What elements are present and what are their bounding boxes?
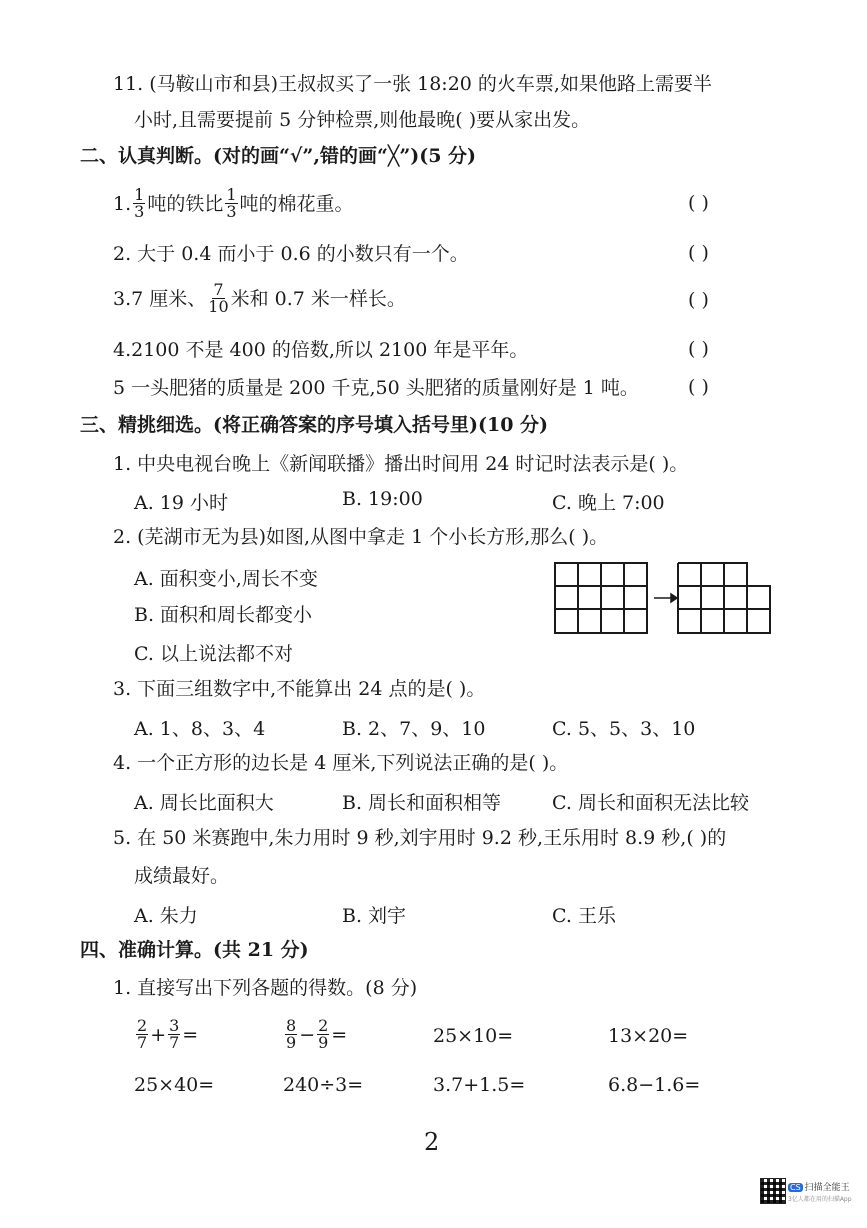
page-number: 2 xyxy=(424,1128,440,1156)
calc-item: $\frac{8}{9}$ − $\frac{2}{9}$ = xyxy=(286,1016,348,1052)
calc-item: 6.8−1.6= xyxy=(608,1074,701,1096)
grid-before xyxy=(555,563,647,633)
calc-item: $\frac{2}{7}$ + $\frac{3}{7}$ = xyxy=(137,1016,199,1052)
section2-title: 二、认真判断。(对的画“√”,错的画“╳”)(5 分) xyxy=(80,145,477,167)
s3-q3-option-c: C. 5、5、3、10 xyxy=(552,718,696,740)
calc-item: 13×20= xyxy=(608,1025,689,1047)
s3-q5-line2: 成绩最好。 xyxy=(134,865,230,887)
q11-line1: 11. (马鞍山市和县)王叔叔买了一张 18:20 的火车票,如果他路上需要半 xyxy=(113,73,712,95)
s2-item1-mid: 吨的铁比 xyxy=(147,192,224,215)
fraction: $\frac{3}{7}$ xyxy=(169,1016,180,1052)
calc-item: 25×40= xyxy=(134,1074,215,1096)
answer-paren[interactable]: ( ) xyxy=(688,242,709,264)
s3-q4-option-b: B. 周长和面积相等 xyxy=(342,792,502,814)
s2-item1-prefix: 1. xyxy=(113,192,132,215)
fraction: $\frac{7}{10}$ xyxy=(208,280,229,316)
answer-paren[interactable]: ( ) xyxy=(688,338,709,360)
fraction: $\frac{2}{9}$ xyxy=(318,1016,329,1052)
answer-paren[interactable]: ( ) xyxy=(688,376,709,398)
scanner-watermark xyxy=(788,1180,850,1193)
s3-q5-line1: 5. 在 50 米赛跑中,朱力用时 9 秒,刘宇用时 9.2 秒,王乐用时 8.9 秒,( )的 xyxy=(113,827,727,849)
s2-item1 xyxy=(113,187,354,220)
s3-q4-option-a: A. 周长比面积大 xyxy=(134,792,274,814)
s3-q1-option-c: C. 晚上 7:00 xyxy=(552,492,665,514)
s3-q1: 1. 中央电视台晚上《新闻联播》播出时间用 24 时记时法表示是( )。 xyxy=(113,453,689,475)
s3-q1-option-a: A. 19 小时 xyxy=(134,492,229,514)
s2-item5: 5 一头肥猪的质量是 200 千克,50 头肥猪的质量刚好是 1 吨。 xyxy=(113,377,639,399)
s4-sub1: 1. 直接写出下列各题的得数。(8 分) xyxy=(113,977,418,999)
s3-q2: 2. (芜湖市无为县)如图,从图中拿走 1 个小长方形,那么( )。 xyxy=(113,526,609,548)
s3-q4-option-c: C. 周长和面积无法比较 xyxy=(552,792,749,814)
s3-q2-option-c: C. 以上说法都不对 xyxy=(134,643,293,665)
calc-item: 3.7+1.5= xyxy=(433,1074,526,1096)
s3-q5-option-c: C. 王乐 xyxy=(552,905,616,927)
arrow-icon xyxy=(654,594,677,602)
brand-logo: CS xyxy=(790,1183,801,1192)
s2-item1-suffix: 吨的棉花重。 xyxy=(239,192,354,215)
s3-q2-option-a: A. 面积变小,周长不变 xyxy=(134,568,318,590)
s3-q5-option-a: A. 朱力 xyxy=(134,905,198,927)
answer-paren[interactable]: ( ) xyxy=(688,289,709,311)
rectangle-grid-figure xyxy=(554,562,774,636)
s3-q3-option-b: B. 2、7、9、10 xyxy=(342,718,486,740)
s2-item3-suffix: 米和 0.7 米一样长。 xyxy=(230,287,406,310)
s3-q3-option-a: A. 1、8、3、4 xyxy=(134,718,266,740)
s2-item4: 4.2100 不是 400 的倍数,所以 2100 年是平年。 xyxy=(113,339,529,361)
calc-item: 25×10= xyxy=(433,1025,514,1047)
qr-code-icon xyxy=(760,1178,786,1204)
fraction: $\frac{8}{9}$ xyxy=(286,1016,297,1052)
answer-paren[interactable]: ( ) xyxy=(688,192,709,214)
grid-after xyxy=(678,563,770,633)
fraction: $\frac{1}{3}$ xyxy=(134,185,145,221)
s3-q2-option-b: B. 面积和周长都变小 xyxy=(134,604,313,626)
s3-q4: 4. 一个正方形的边长是 4 厘米,下列说法正确的是( )。 xyxy=(113,752,569,774)
s3-q3: 3. 下面三组数字中,不能算出 24 点的是( )。 xyxy=(113,678,486,700)
section4-title: 四、准确计算。(共 21 分) xyxy=(80,939,309,961)
calc-item: 240÷3= xyxy=(283,1074,364,1096)
s3-q1-option-b: B. 19:00 xyxy=(342,488,423,510)
brand-name: 扫描全能王 xyxy=(804,1183,850,1193)
brand-subtitle: 3亿人都在用的扫描App xyxy=(788,1196,852,1203)
fraction: $\frac{1}{3}$ xyxy=(226,185,237,221)
s2-item2: 2. 大于 0.4 而小于 0.6 的小数只有一个。 xyxy=(113,243,469,265)
section3-title: 三、精挑细选。(将正确答案的序号填入括号里)(10 分) xyxy=(80,414,549,436)
s2-item3 xyxy=(113,282,406,315)
s3-q5-option-b: B. 刘宇 xyxy=(342,905,407,927)
s2-item3-prefix: 3.7 厘米、 xyxy=(113,287,207,310)
q11-line2: 小时,且需要提前 5 分钟检票,则他最晚( )要从家出发。 xyxy=(134,109,591,131)
fraction: $\frac{2}{7}$ xyxy=(137,1016,148,1052)
